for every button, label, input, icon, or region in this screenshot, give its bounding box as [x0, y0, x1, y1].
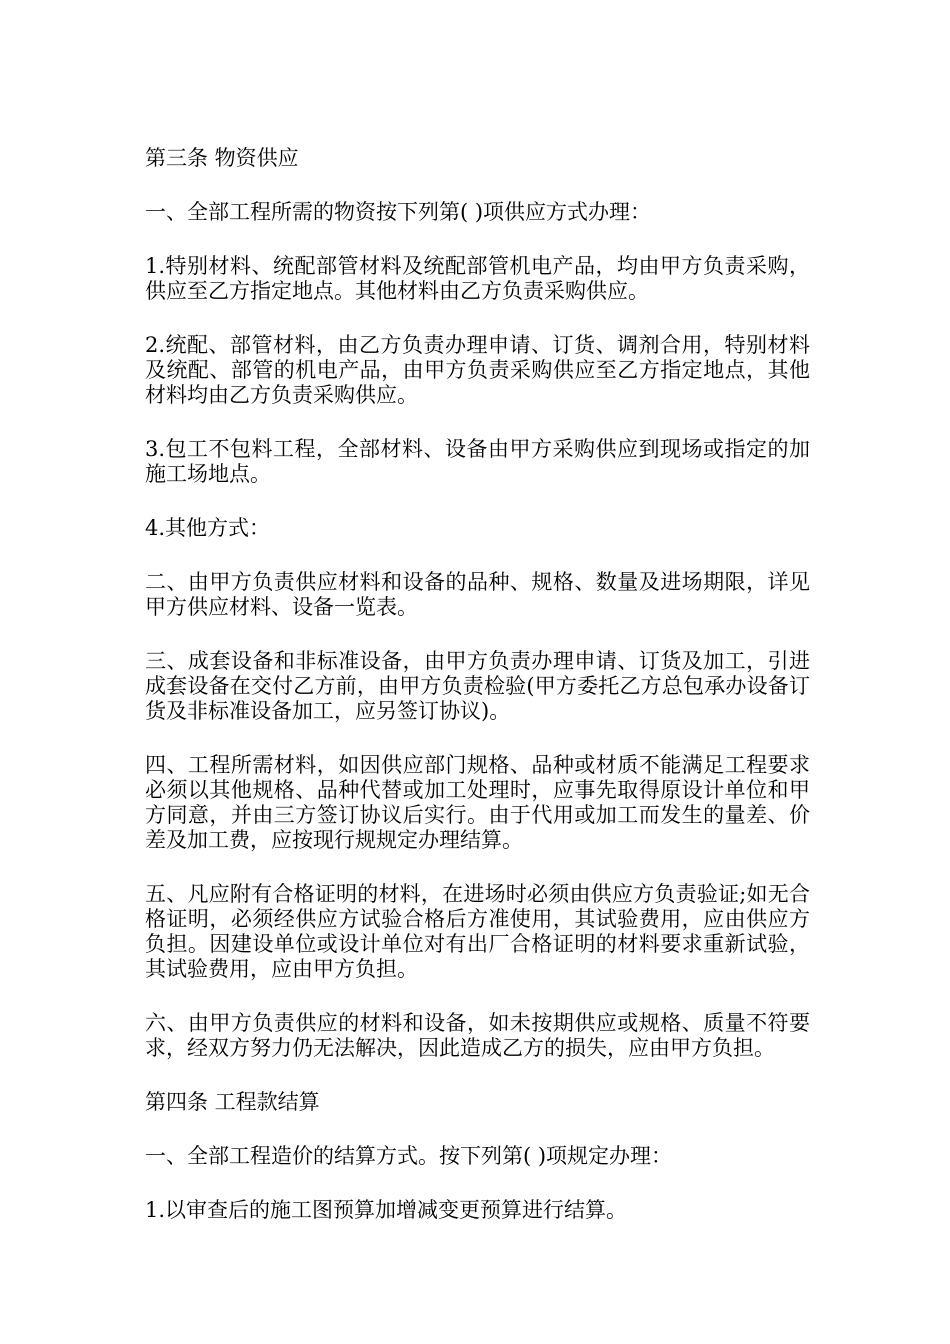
paragraph: 3.包工不包料工程，全部材料、设备由甲方采购供应到现场或指定的加施工场地点。	[145, 437, 810, 486]
paragraph: 五、凡应附有合格证明的材料，在进场时必须由供应方负责验证;如无合格证明，必须经供应方试验合格后方准使用，其试验费用，应由供应方负担。因建设单位或设计单位对有出厂合格证明的材料要求重新试验，其试验费用，应由甲方负担。	[145, 882, 810, 981]
paragraph: 2.统配、部管材料，由乙方负责办理申请、订货、调剂合用，特别材料及统配、部管的机电产品，由甲方负责采购供应至乙方指定地点，其他材料均由乙方负责采购供应。	[145, 333, 810, 407]
paragraph: 六、由甲方负责供应的材料和设备，如未按期供应或规格、质量不符要求，经双方努力仍无法解决，因此造成乙方的损失，应由甲方负担。	[145, 1011, 810, 1060]
document-body	[145, 146, 810, 1252]
paragraph: 四、工程所需材料，如因供应部门规格、品种或材质不能满足工程要求必须以其他规格、品种代替或加工处理时，应事先取得原设计单位和甲方同意，并由三方签订协议后实行。由于代用或加工而发生的量差、价差及加工费，应按现行规规定办理结算。	[145, 753, 810, 852]
paragraph: 1.特别材料、统配部管材料及统配部管机电产品，均由甲方负责采购，供应至乙方指定地点。其他材料由乙方负责采购供应。	[145, 254, 810, 303]
article-3-heading: 第三条 物资供应	[145, 146, 299, 170]
paragraph: 二、由甲方负责供应材料和设备的品种、规格、数量及进场期限，详见甲方供应材料、设备一览表。	[145, 570, 810, 619]
paragraph: 三、成套设备和非标准设备，由甲方负责办理申请、订货及加工，引进成套设备在交付乙方前，由甲方负责检验(甲方委托乙方总包承办设备订货及非标准设备加工，应另签订协议)。	[145, 649, 810, 723]
paragraph: 4.其他方式：	[145, 516, 271, 540]
paragraph: 一、全部工程造价的结算方式。按下列第( )项规定办理：	[145, 1144, 673, 1168]
paragraph: 一、全部工程所需的物资按下列第( )项供应方式办理：	[145, 200, 652, 224]
paragraph: 1.以审查后的施工图预算加增减变更预算进行结算。	[145, 1198, 628, 1222]
article-4-heading: 第四条 工程款结算	[145, 1090, 320, 1114]
